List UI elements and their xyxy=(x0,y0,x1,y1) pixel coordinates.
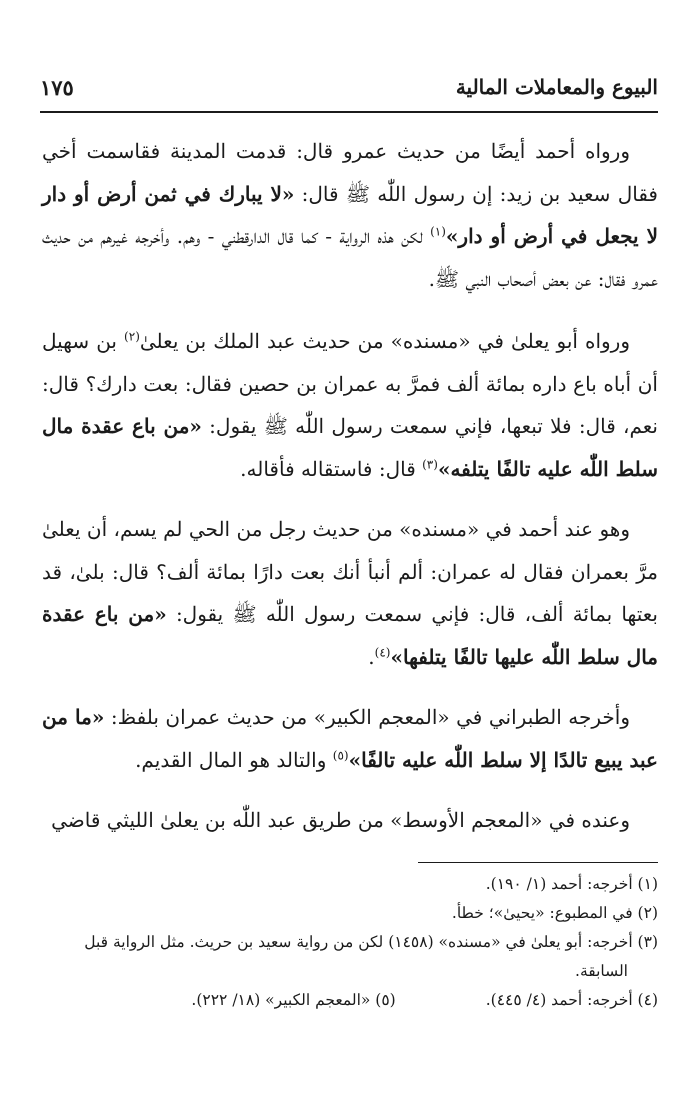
footnote-ref: (٥) xyxy=(332,747,349,762)
footnote-1: (١) أخرجه: أحمد (١/ ١٩٠). xyxy=(485,875,658,893)
paragraph-1 xyxy=(42,130,658,300)
paragraph-2 xyxy=(42,320,658,490)
footnote-rule xyxy=(418,862,658,863)
footnote-row xyxy=(40,986,658,1015)
text-run: قال: فاستقاله فأقاله. xyxy=(240,456,423,481)
text-run: وهو عند أحمد في «مسنده» من حديث رجل من الحي لم يسم، أن يعلىٰ مرَّ بعمران فقال له عمران: ألم أنبأ أنك بعت دارًا بمائة ألف؟ قال: بلىٰ، قد بعتها بمائة ألف، قال: فإني سمعت رسول اللّٰه ﷺ يقول: xyxy=(42,517,658,626)
text-run: ورواه أبو يعلىٰ في «مسنده» من حديث عبد الملك بن يعلىٰ xyxy=(139,329,630,353)
hadith-quote: «من باع عقدة مال سلط اللّٰه عليها تالفًا يتلفها» xyxy=(42,602,658,669)
paragraph-3 xyxy=(42,508,658,678)
footnote-2: (٢) في المطبوع: «يحيىٰ»؛ خطأ. xyxy=(451,904,658,922)
footnote-ref: (١) xyxy=(430,224,446,239)
text-run: بن سهيل أن أباه باع داره بمائة ألف فمرَّ به عمران بن حصين فقال: بعت دارك؟ قال: نعم، قال: فلا تبعها، فإني سمعت رسول اللّٰه ﷺ يقول: xyxy=(42,329,658,438)
text-run: والتالد هو المال القديم. xyxy=(135,747,333,772)
hadith-quote: «ما من عبد يبيع تالدًا إلا سلط اللّٰه عليه تالفًا» xyxy=(42,705,658,772)
text-run: ورواه أحمد أيضًا من حديث عمرو قال: قدمت المدينة فقاسمت أخي فقال سعيد بن زيد: إن رسول اللّٰه ﷺ قال: xyxy=(42,139,658,206)
text-run: . xyxy=(368,644,375,669)
hadith-quote: «من باع عقدة مال سلط اللّٰه عليه تالفًا يتلفه» xyxy=(42,414,658,481)
text-run: وأخرجه الطبراني في «المعجم الكبير» من حديث عمران بلفظ: xyxy=(104,705,630,729)
footnote-5: (٥) «المعجم الكبير» (١٨/ ٢٢٢). xyxy=(191,991,396,1009)
text-run: لكن هذه الرواية - كما قال الدارقطني - وهم. وأخرجه غيرهم من حديث عمرو فقال: عن بعض أصحاب النبي ﷺ. xyxy=(42,224,658,291)
paragraph-5 xyxy=(42,799,658,842)
footnote-ref: (٤) xyxy=(374,644,391,659)
running-title: البيوع والمعاملات المالية xyxy=(455,75,658,99)
footnote-ref: (٢) xyxy=(124,329,140,344)
footnote-4: (٤) أخرجه: أحمد (٤/ ٤٤٥). xyxy=(485,991,658,1009)
page-number: ١٧٥ xyxy=(40,74,74,100)
header-rule xyxy=(40,111,658,113)
hadith-quote: «لا يبارك في ثمن أرض أو دار لا يجعل في أرض أو دار» xyxy=(42,181,659,248)
main-text xyxy=(42,130,658,860)
paragraph-4 xyxy=(42,696,658,781)
page-header xyxy=(40,70,658,104)
text-run: وعنده في «المعجم الأوسط» من طريق عبد اللّٰه بن يعلىٰ الليثي قاضي xyxy=(51,808,630,832)
footnote-3: (٣) أخرجه: أبو يعلىٰ في «مسنده» (١٤٥٨) لكن من رواية سعيد بن حريث. مثل الرواية قبل السابقة. xyxy=(84,933,658,980)
footnote-ref: (٣) xyxy=(422,456,438,471)
footnotes xyxy=(40,870,658,1015)
